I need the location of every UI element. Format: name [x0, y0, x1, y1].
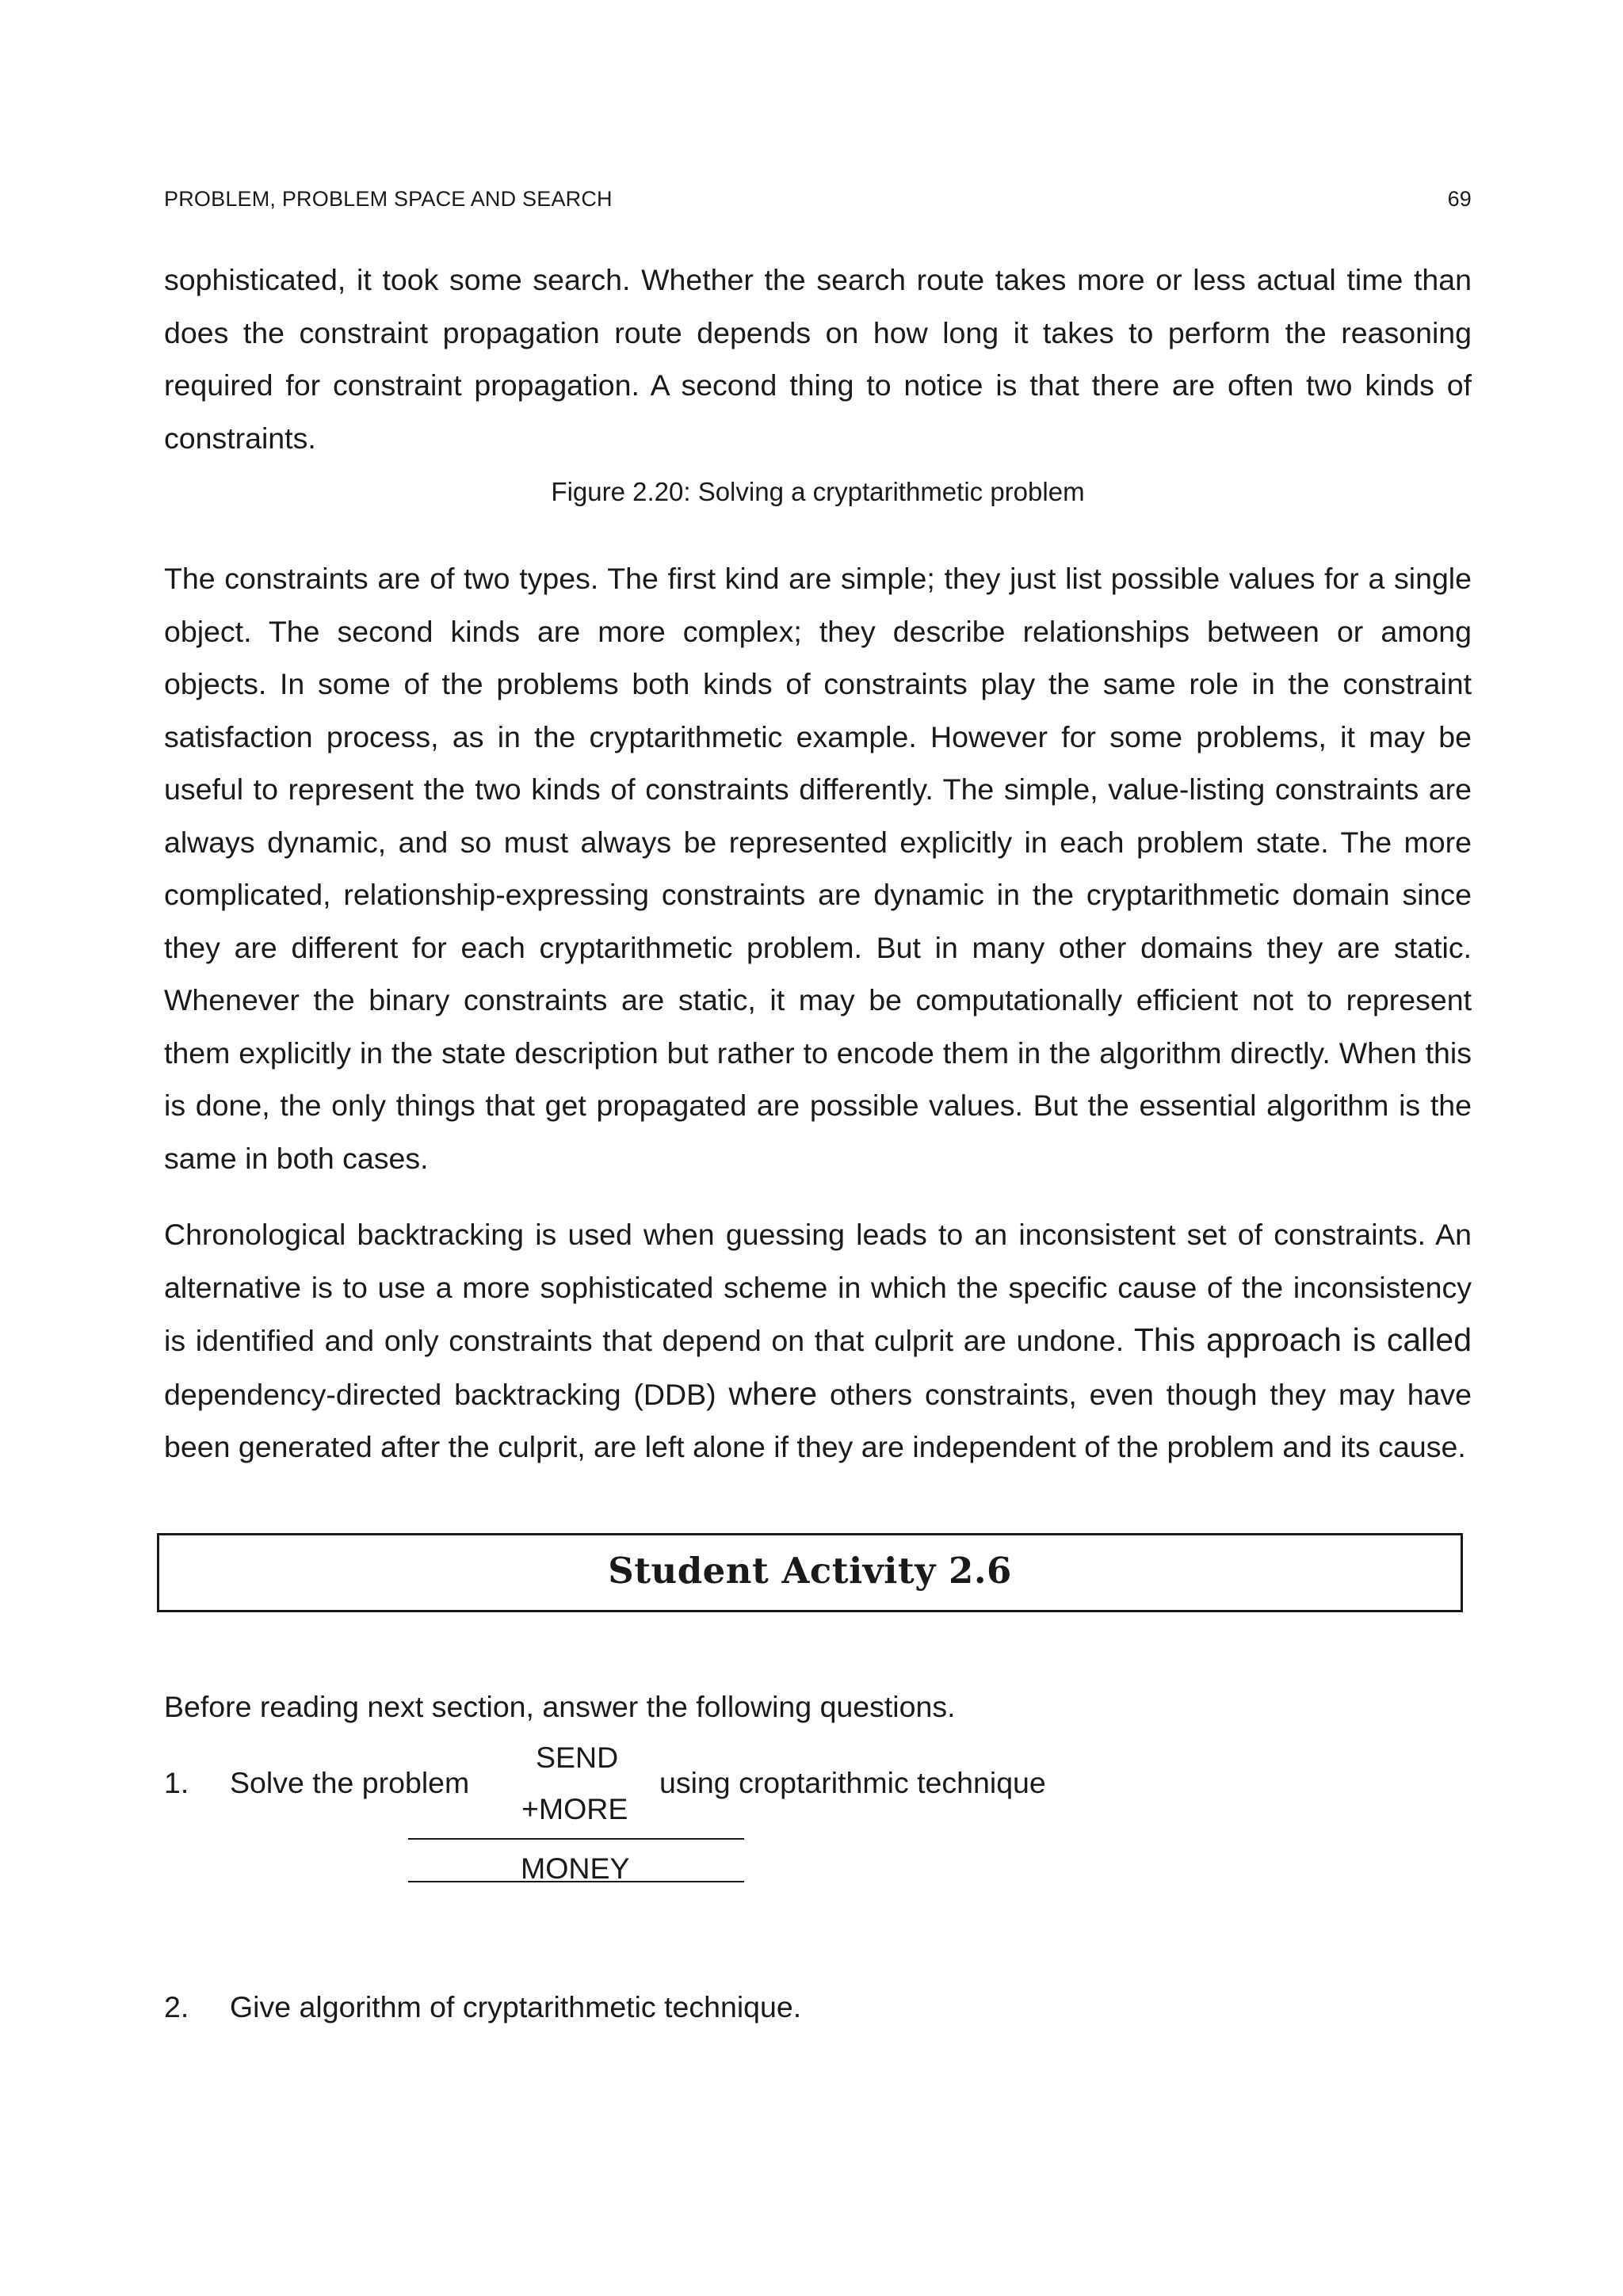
- question-1-number: 1.: [164, 1766, 189, 1799]
- figure-caption: Figure 2.20: Solving a cryptarithmetic problem: [551, 477, 1085, 506]
- question-1-text: Solve the problem: [230, 1766, 470, 1799]
- student-activity-box: [157, 1533, 1463, 1612]
- paragraph-2: The constraints are of two types. The first kind are simple; they just list possible values for a single object. The second kinds are more complex; they describe relationships between or among objects. In some of the problems both kinds of constraints play the same role in the constraint satisfaction process, as in the cryptarithmetic example. However for some problems, it may be useful to represent the two kinds of constraints differently. The simple, value-listing constraints are always dynamic, and so must always be represented explicitly in each problem state. The more complicated, relationship-expressing constraints are dynamic in the cryptarithmetic domain since they are different for each cryptarithmetic problem. But in many other domains they are static. Whenever the binary constraints are static, it may be computationally efficient not to represent them explicitly in the state description but rather to encode them in the algorithm directly. When this is done, the only things that get propagated are possible values. But the essential algorithm is the same in both cases.: [164, 562, 1472, 1175]
- question-2-number: 2.: [164, 1990, 189, 2023]
- paragraph-1: sophisticated, it took some search. Whether the search route takes more or less actual time than does the constraint propagation route depends on how long it takes to perform the reasoning required for constraint propagation. A second thing to notice is that there are often two kinds of constraints.: [164, 263, 1472, 455]
- page-number: 69: [1447, 187, 1472, 211]
- paragraph-3: [164, 1208, 1472, 1474]
- question-1-text-after: using croptarithmic technique: [659, 1766, 1046, 1799]
- running-title: PROBLEM, PROBLEM SPACE AND SEARCH: [164, 187, 613, 211]
- paragraph-3-ddb-term: dependency-directed backtracking (DDB): [164, 1377, 716, 1411]
- paragraph-3-part-a: Chronological backtracking is used when guessing leads to an inconsistent set of constraints. An alternative is to use a more sophisticated scheme in which the specific cause of the inconsistency is identified and only constraints that depend on that culprit are undone.: [164, 1218, 1472, 1357]
- question-2-text: Give algorithm of cryptarithmetic technique.: [230, 1990, 802, 2023]
- paragraph-3-part-d: where: [728, 1375, 818, 1412]
- sum-rule-top: [408, 1838, 744, 1840]
- activity-intro: Before reading next section, answer the following questions.: [164, 1690, 956, 1723]
- sum-result-clip: [408, 1846, 744, 1880]
- sum-result-money: MONEY: [521, 1852, 630, 1880]
- sum-operand-send: SEND: [536, 1741, 619, 1774]
- sum-rule-bottom: [408, 1881, 744, 1882]
- running-header: [164, 187, 1472, 219]
- paragraph-3-part-b: This approach is called: [1133, 1322, 1472, 1358]
- student-activity-title: Student Activity 2.6: [608, 1550, 1012, 1592]
- paragraph-3-part-e: others constraints, even though they may have been generated after the culprit, are left alone if they are independent of the problem and its cause.: [164, 1377, 1472, 1463]
- sum-operand-more: +MORE: [521, 1792, 628, 1825]
